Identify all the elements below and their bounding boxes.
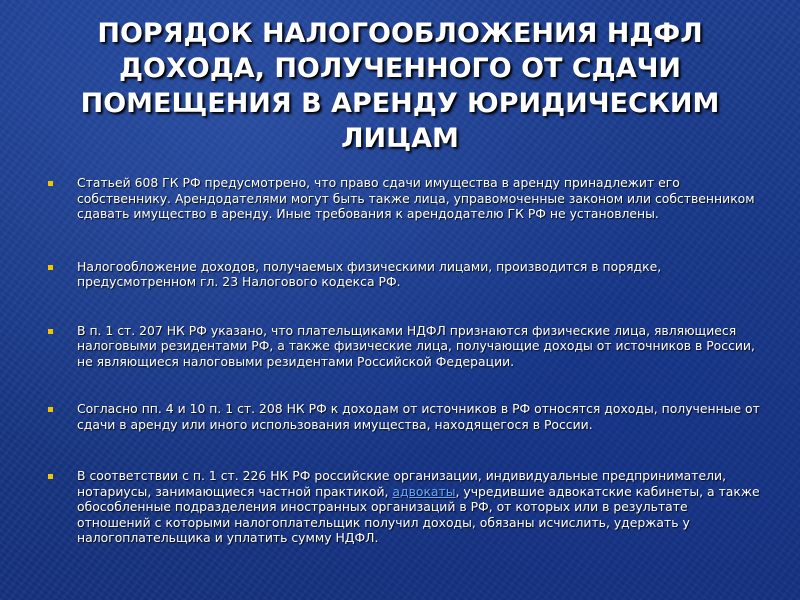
bullet-square-icon [48,265,53,270]
bullet-list [48,175,760,546]
bullet-text-part: , учредившие адвокатские кабинеты, а также обособленные подразделения иностранных организаций в РФ, от которых или в результате отношений с которыми налогоплательщик получил доходы, обязаны исчислить, удержать у налогоплательщика и уплатить сумму НДФЛ. [77,483,760,545]
bullet-square-icon [48,181,53,186]
bullet-text: Согласно пп. 4 и 10 п. 1 ст. 208 НК РФ к доходам от источников в РФ относятся доходы, полученные от сдачи в аренду или иного использования имущества, находящегося в России. [77,401,760,432]
bullet-text: В п. 1 ст. 207 НК РФ указано, что плательщиками НДФЛ признаются физические лица, являющиеся налоговыми резидентами РФ, а также физические лица, получающие доходы от источников в России, не являющиеся налоговыми резидентами Российской Федерации. [77,322,755,369]
bullet-text: Статьей 608 ГК РФ предусмотрено, что право сдачи имущества в аренду принадлежит его собственнику. Арендодателями могут быть также лица, управомоченные законом или собственником сдавать имущество в аренду. Иные требования к арендодателю ГК РФ не установлены. [77,175,755,221]
advocates-link[interactable]: адвокаты [392,483,456,499]
bullet-text: Налогообложение доходов, получаемых физическими лицами, производится в порядке, предусмотренном гл. 23 Налогового кодекса РФ. [77,258,662,289]
bullet-item [48,323,760,370]
bullet-item [48,259,760,290]
bullet-item [48,468,760,546]
bullet-item [48,401,760,432]
bullet-square-icon [48,474,53,479]
bullet-item [48,175,760,222]
bullet-square-icon [48,329,53,334]
bullet-text-part: В соответствии с п. 1 ст. 226 НК РФ российские организации, индивидуальные предприниматели, нотариусы, занимающиеся частной практикой, [77,468,727,499]
bullet-square-icon [48,407,53,412]
slide-title: ПОРЯДОК НАЛОГООБЛОЖЕНИЯ НДФЛ ДОХОДА, ПОЛУЧЕННОГО ОТ СДАЧИ ПОМЕЩЕНИЯ В АРЕНДУ ЮРИДИЧЕСКИМ ЛИЦАМ [80,18,720,154]
